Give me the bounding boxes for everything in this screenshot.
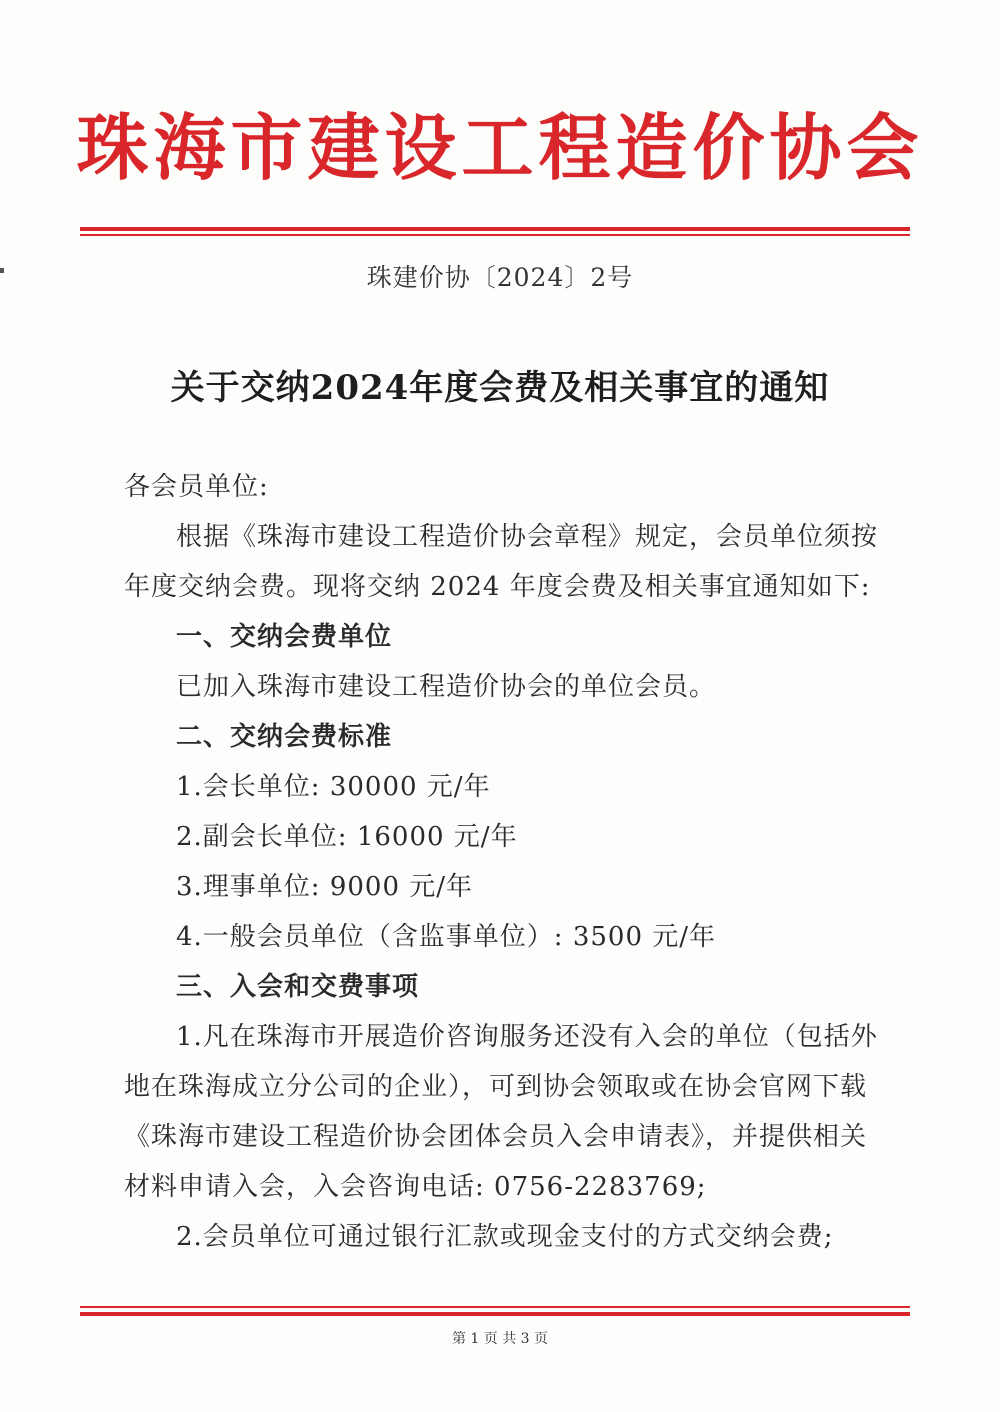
page-indicator: 第 1 页 共 3 页 xyxy=(451,1331,549,1347)
item-1-line-4: 材料申请入会，入会咨询电话: 0756-2283769; xyxy=(124,1172,707,1202)
section-2-heading: 二、交纳会费标准 xyxy=(176,722,393,752)
intro-line-2: 年度交纳会费。现将交纳 2024 年度会费及相关事宜通知如下: xyxy=(124,572,871,602)
document-title: 关于交纳2024年度会费及相关事宜的通知 xyxy=(170,368,830,408)
intro-line-1: 根据《珠海市建设工程造价协会章程》规定，会员单位须按 xyxy=(176,522,879,552)
item-1-line-1: 1.凡在珠海市开展造价咨询服务还没有入会的单位（包括外 xyxy=(176,1022,878,1052)
document-number: 珠建价协〔2024〕2号 xyxy=(366,263,634,292)
header-rule-thick xyxy=(80,227,910,231)
fee-item: 4.一般会员单位（含监事单位）: 3500 元/年 xyxy=(176,922,717,952)
fee-item: 3.理事单位: 9000 元/年 xyxy=(176,872,474,902)
section-3-heading: 三、入会和交费事项 xyxy=(176,972,420,1002)
document-body xyxy=(124,462,879,1262)
fee-item: 1.会长单位: 30000 元/年 xyxy=(176,772,491,802)
item-2-line-1: 2.会员单位可通过银行汇款或现金支付的方式交纳会费; xyxy=(176,1222,834,1252)
salutation: 各会员单位: xyxy=(124,472,269,502)
section-1-heading: 一、交纳会费单位 xyxy=(176,622,393,652)
item-1-line-2: 地在珠海成立分公司的企业），可到协会领取或在协会官网下载 xyxy=(124,1072,868,1102)
section-1-text: 已加入珠海市建设工程造价协会的单位会员。 xyxy=(176,672,717,702)
footer-rule-thin xyxy=(80,1306,910,1308)
fee-item: 2.副会长单位: 16000 元/年 xyxy=(176,822,518,852)
footer-rule-thick xyxy=(80,1312,910,1316)
item-1-line-3: 《珠海市建设工程造价协会团体会员入会申请表》，并提供相关 xyxy=(124,1122,868,1152)
organization-header: 珠海市建设工程造价协会 xyxy=(76,105,924,190)
header-rule-thin xyxy=(80,234,910,236)
